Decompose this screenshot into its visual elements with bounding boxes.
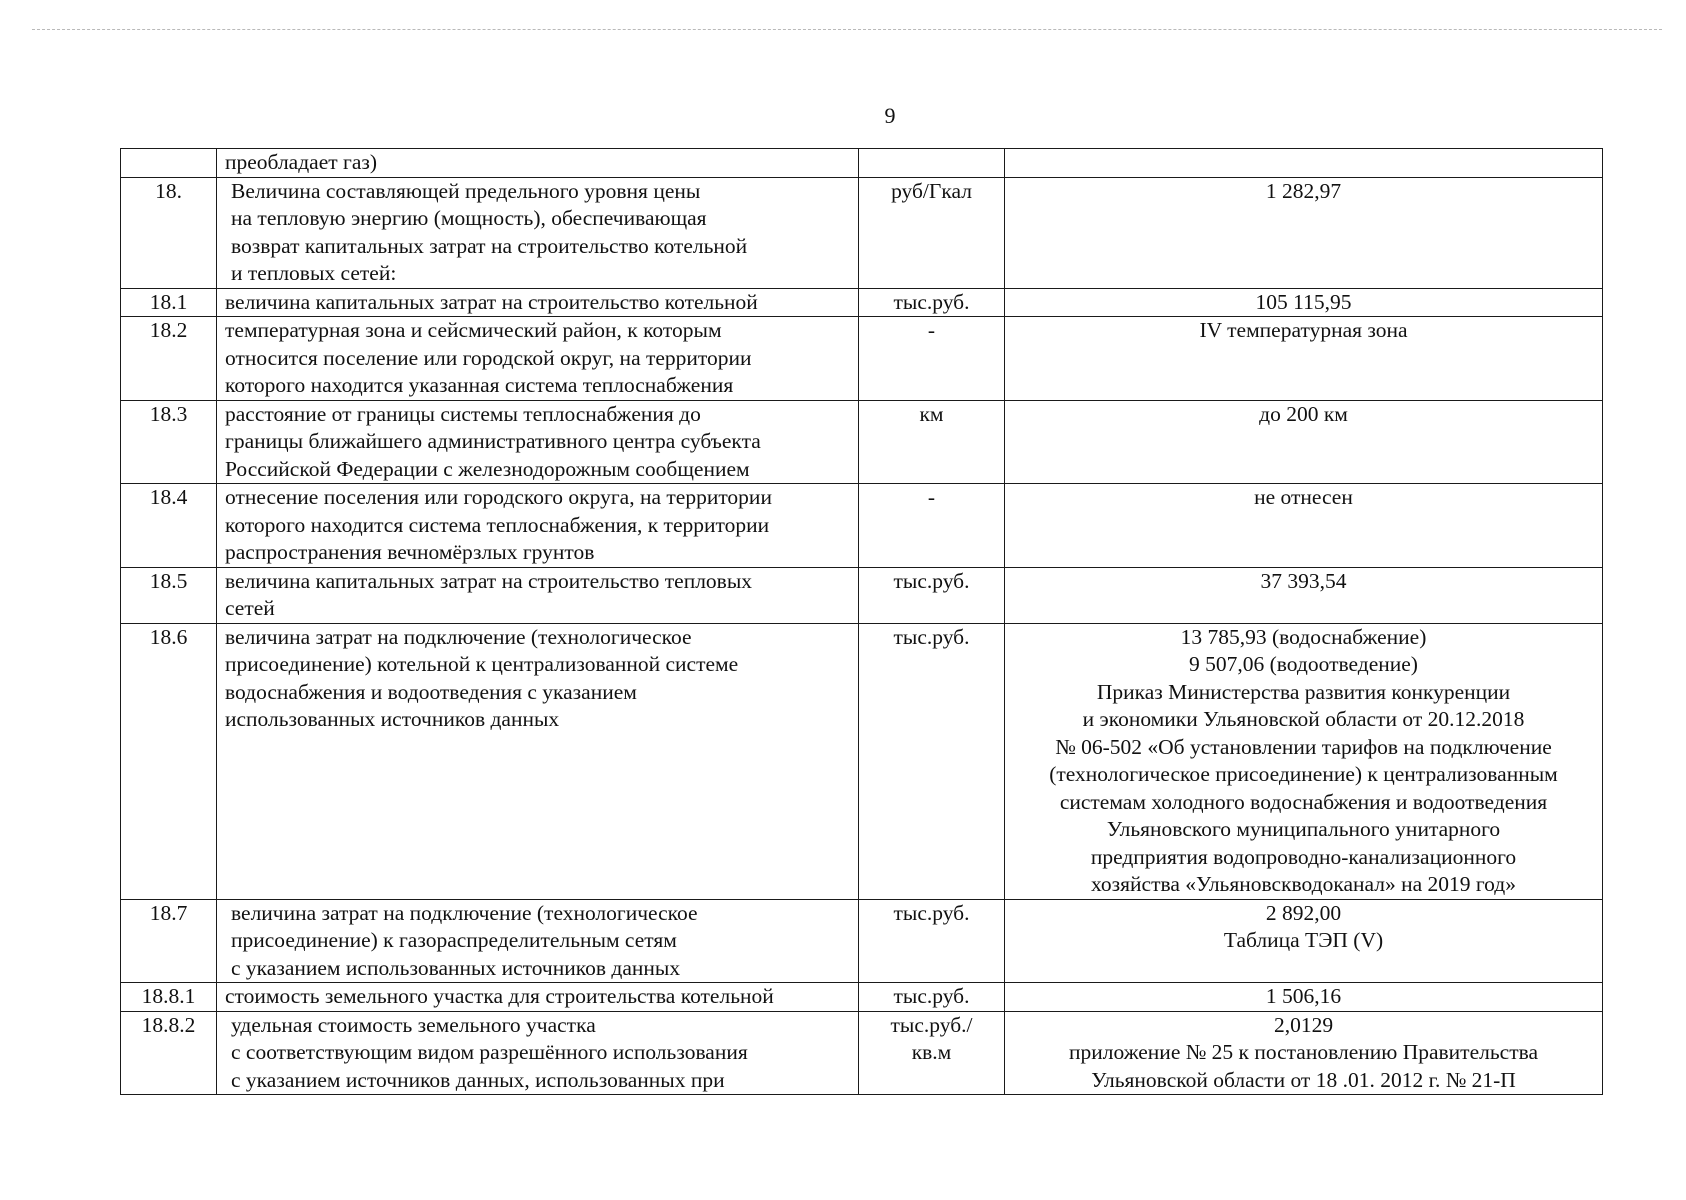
table-body <box>121 149 1603 1095</box>
cell-line: которого находится система теплоснабжения, к территории <box>225 512 770 537</box>
cell-line: 13 785,93 (водоснабжение) <box>1180 624 1427 649</box>
unit-cell <box>859 983 1005 1012</box>
cell-line: приложение № 25 к постановлению Правительства <box>1068 1040 1538 1064</box>
cell-line: тыс.руб. <box>893 900 970 925</box>
cell-line: кв.м <box>911 1040 952 1064</box>
page-number: 9 <box>884 103 896 128</box>
cell-line: использованных источников данных <box>225 707 560 731</box>
value-cell <box>1005 400 1603 484</box>
unit-cell <box>859 400 1005 484</box>
cell-line: Ульяновского муниципального унитарного <box>1106 817 1501 841</box>
value-cell <box>1005 567 1603 623</box>
cell-line: Ульяновской области от 18 .01. 2012 г. № 21-П <box>1091 1067 1516 1092</box>
table-row <box>121 400 1603 484</box>
cell-line: тыс.руб. <box>893 568 970 593</box>
table-row <box>121 484 1603 568</box>
cell-line: на тепловую энергию (мощность), обеспечивающая <box>231 206 707 230</box>
cell-line: системам холодного водоснабжения и водоотведения <box>1059 789 1548 814</box>
row-number-cell <box>121 149 217 178</box>
table-row <box>121 899 1603 983</box>
cell-line: возврат капитальных затрат на строительство котельной <box>231 233 748 258</box>
cell-line: и тепловых сетей: <box>231 261 397 285</box>
cell-line: 37 393,54 <box>1260 568 1347 593</box>
table-row <box>121 623 1603 899</box>
row-number-cell: 18.7 <box>121 899 217 983</box>
cell-line: с соответствующим видом разрешённого использования <box>231 1040 748 1064</box>
cell-line: Таблица ТЭП (V) <box>1223 928 1384 952</box>
cell-line: величина затрат на подключение (технологическое <box>231 900 698 925</box>
cell-line: 2,0129 <box>1273 1012 1334 1037</box>
value-cell <box>1005 484 1603 568</box>
unit-cell <box>859 899 1005 983</box>
cell-line: сетей <box>225 596 275 620</box>
cell-line: тыс.руб./ <box>890 1012 973 1037</box>
cell-line: границы ближайшего административного центра субъекта <box>225 429 761 453</box>
description-cell <box>217 400 859 484</box>
row-number-cell: 18.1 <box>121 288 217 317</box>
row-number-cell: 18.4 <box>121 484 217 568</box>
cell-line: тыс.руб. <box>893 289 970 314</box>
row-number-cell: 18.3 <box>121 400 217 484</box>
cell-line: удельная стоимость земельного участка <box>231 1012 596 1037</box>
tariff-parameters-table <box>120 148 1603 1095</box>
value-cell <box>1005 177 1603 288</box>
unit-cell <box>859 177 1005 288</box>
table-row <box>121 1011 1603 1095</box>
cell-line: и экономики Ульяновской области от 20.12.2018 <box>1082 707 1525 731</box>
description-cell <box>217 1011 859 1095</box>
cell-line: величина затрат на подключение (технологическое <box>225 624 692 649</box>
cell-line: км <box>919 401 944 426</box>
cell-line: предприятия водопроводно-канализационного <box>1090 844 1517 869</box>
table-row <box>121 149 1603 178</box>
cell-line: - <box>927 485 936 509</box>
value-cell <box>1005 983 1603 1012</box>
cell-line: Российской Федерации с железнодорожным сообщением <box>225 456 750 481</box>
description-cell <box>217 899 859 983</box>
cell-line: руб/Гкал <box>891 178 972 203</box>
cell-line: тыс.руб. <box>893 984 970 1008</box>
cell-line: хозяйства «Ульяновскводоканал» на 2019 год» <box>1090 872 1516 896</box>
cell-line: 1 282,97 <box>1265 178 1342 203</box>
cell-line: 1 506,16 <box>1265 984 1342 1008</box>
cell-line: до 200 км <box>1259 401 1348 426</box>
cell-line: с указанием использованных источников данных <box>231 955 681 980</box>
cell-line: IV температурная зона <box>1199 318 1408 342</box>
cell-line: преобладает газ) <box>225 150 378 174</box>
scan-edge-line <box>32 29 1662 30</box>
cell-line: водоснабжения и водоотведения с указанием <box>225 679 637 704</box>
value-cell <box>1005 623 1603 899</box>
description-cell <box>217 149 859 178</box>
cell-line: Величина составляющей предельного уровня цены <box>231 178 701 203</box>
cell-line: отнесение поселения или городского округа, на территории <box>225 485 772 509</box>
description-cell <box>217 177 859 288</box>
row-number-cell: 18. <box>121 177 217 288</box>
row-number-cell: 18.8.1 <box>121 983 217 1012</box>
table-row <box>121 288 1603 317</box>
row-number-cell: 18.2 <box>121 317 217 401</box>
description-cell <box>217 484 859 568</box>
cell-line: (технологическое присоединение) к централизованным <box>1049 762 1558 786</box>
cell-line: Приказ Министерства развития конкуренции <box>1096 679 1511 704</box>
value-cell <box>1005 899 1603 983</box>
cell-line: температурная зона и сейсмический район, к которым <box>225 318 722 342</box>
unit-cell <box>859 567 1005 623</box>
description-cell <box>217 288 859 317</box>
unit-cell <box>859 623 1005 899</box>
row-number-cell: 18.5 <box>121 567 217 623</box>
cell-line: тыс.руб. <box>893 624 970 649</box>
cell-line: которого находится указанная система теплоснабжения <box>225 373 734 397</box>
description-cell <box>217 567 859 623</box>
unit-cell <box>859 317 1005 401</box>
unit-cell <box>859 484 1005 568</box>
cell-line: с указанием источников данных, использованных при <box>231 1067 725 1092</box>
table-row <box>121 567 1603 623</box>
unit-cell <box>859 288 1005 317</box>
unit-cell <box>859 1011 1005 1095</box>
unit-cell <box>859 149 1005 178</box>
cell-line: 105 115,95 <box>1255 289 1352 314</box>
cell-line: величина капитальных затрат на строительство тепловых <box>225 568 753 593</box>
cell-line: расстояние от границы системы теплоснабжения до <box>225 401 701 426</box>
cell-line: стоимость земельного участка для строительства котельной <box>225 984 774 1008</box>
description-cell <box>217 983 859 1012</box>
table-row <box>121 983 1603 1012</box>
table-row <box>121 177 1603 288</box>
cell-line: присоединение) к газораспределительным сетям <box>231 928 677 952</box>
cell-line: относится поселение или городской округ, на территории <box>225 345 752 370</box>
cell-line: присоединение) котельной к централизованной системе <box>225 652 739 676</box>
description-cell <box>217 317 859 401</box>
cell-line: величина капитальных затрат на строительство котельной <box>225 289 758 314</box>
cell-line: распространения вечномёрзлых грунтов <box>225 540 595 564</box>
cell-line: № 06-502 «Об установлении тарифов на подключение <box>1055 734 1552 759</box>
value-cell <box>1005 149 1603 178</box>
row-number-cell: 18.8.2 <box>121 1011 217 1095</box>
description-cell <box>217 623 859 899</box>
value-cell <box>1005 288 1603 317</box>
table-row <box>121 317 1603 401</box>
cell-line: не отнесен <box>1254 485 1353 509</box>
value-cell <box>1005 317 1603 401</box>
cell-line: - <box>927 318 936 342</box>
cell-line: 2 892,00 <box>1265 900 1342 925</box>
row-number-cell: 18.6 <box>121 623 217 899</box>
cell-line: 9 507,06 (водоотведение) <box>1189 652 1418 676</box>
value-cell <box>1005 1011 1603 1095</box>
